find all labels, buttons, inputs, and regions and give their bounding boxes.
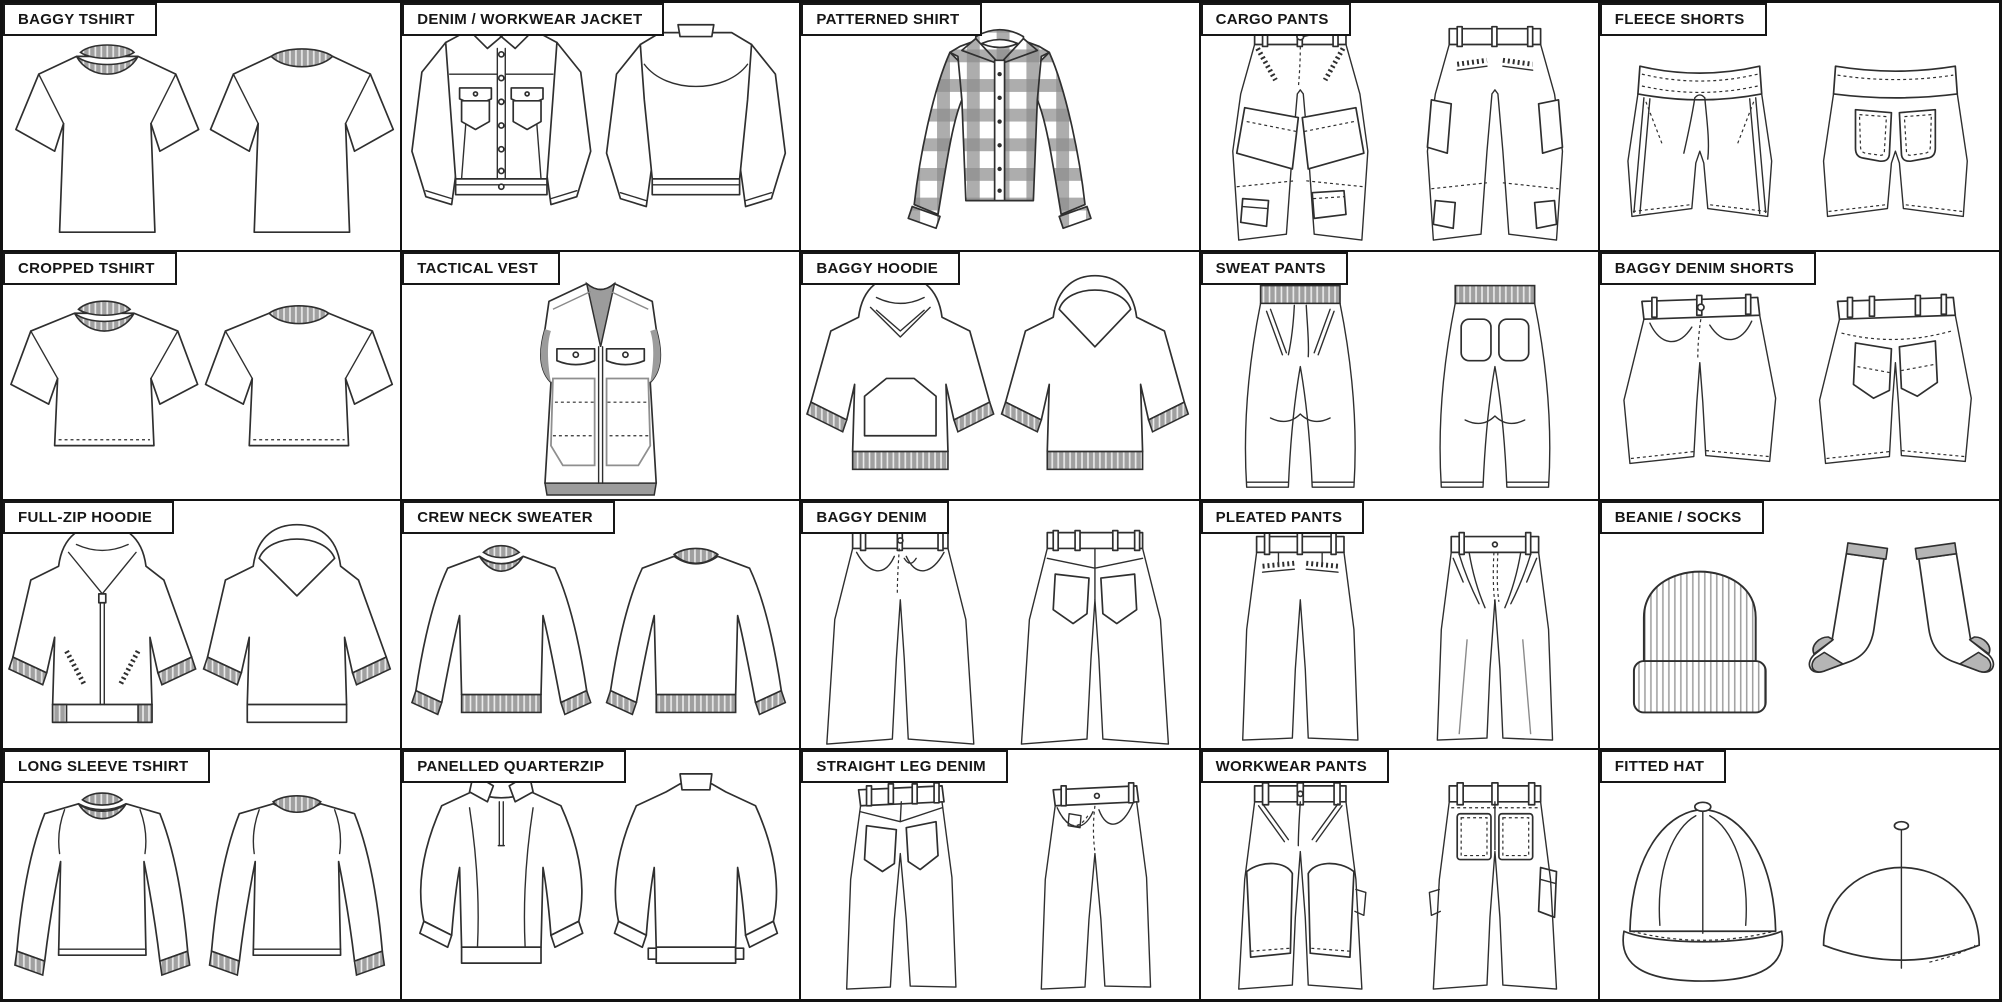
cell-label: PLEATED PANTS	[1215, 509, 1343, 526]
cell-label-box	[801, 3, 981, 36]
fitted-hat-front	[1623, 802, 1782, 981]
sweat-pants-drawing	[1201, 252, 1598, 499]
cell-label: LONG SLEEVE TSHIRT	[18, 758, 189, 775]
patterned-shirt-front	[909, 30, 1092, 229]
cargo-pants-drawing	[1201, 3, 1598, 250]
cell-label: FITTED HAT	[1614, 758, 1705, 775]
panelled-quarterzip-drawing	[402, 750, 799, 999]
cell-label: CREW NECK SWEATER	[417, 509, 593, 526]
baggy-denim-back	[1022, 531, 1169, 744]
cropped-tshirt-front	[11, 301, 198, 445]
sock-right-drawing	[1915, 540, 1994, 679]
workwear-pants-front	[1238, 783, 1365, 989]
cell-label-box	[3, 252, 177, 285]
panelled-quarterzip-back	[615, 774, 778, 963]
fitted-hat-drawing	[1600, 750, 1999, 999]
baggy-denim-drawing	[801, 501, 1198, 748]
straight-leg-denim-drawing	[801, 750, 1198, 999]
baggy-tshirt-drawing	[3, 3, 400, 250]
cargo-pants-front	[1232, 27, 1367, 240]
sweat-pants-back	[1440, 286, 1550, 488]
sock-left-drawing	[1808, 540, 1887, 679]
workwear-pants-back	[1429, 783, 1556, 989]
long-sleeve-tshirt-drawing	[3, 750, 400, 999]
cell-patterned-shirt	[801, 3, 1200, 252]
tactical-vest-front	[541, 284, 661, 495]
cell-label-box	[1600, 501, 1764, 534]
cell-label: TACTICAL VEST	[417, 260, 539, 277]
cell-label-box	[3, 750, 210, 783]
crew-neck-sweater-drawing	[402, 501, 799, 748]
cell-label: DENIM / WORKWEAR JACKET	[417, 11, 643, 28]
cell-label: BAGGY TSHIRT	[18, 11, 135, 28]
cell-label-box	[801, 750, 1008, 783]
cell-label: PATTERNED SHIRT	[816, 11, 960, 28]
cell-crew-neck-sweater	[402, 501, 801, 750]
fleece-shorts-drawing	[1600, 3, 1999, 250]
cell-label-box	[801, 252, 960, 285]
baggy-denim-shorts-drawing	[1600, 252, 1999, 499]
cell-label: FULL-ZIP HOODIE	[18, 509, 153, 526]
cell-label: FLEECE SHORTS	[1614, 11, 1745, 28]
cargo-pants-back	[1427, 27, 1562, 240]
straight-leg-denim-back	[847, 783, 956, 989]
baggy-denim-shorts-back	[1819, 294, 1971, 463]
cropped-tshirt-back	[206, 306, 393, 446]
baggy-hoodie-drawing	[801, 252, 1198, 499]
cell-label-box	[402, 3, 664, 36]
beanie-drawing	[1634, 572, 1766, 713]
panelled-quarterzip-front	[420, 769, 583, 963]
cell-tactical-vest	[402, 252, 801, 501]
patterned-shirt-drawing	[801, 3, 1198, 250]
sweat-pants-front	[1245, 286, 1355, 488]
cropped-tshirt-drawing	[3, 252, 400, 499]
cell-label: CROPPED TSHIRT	[18, 260, 155, 277]
cell-label: WORKWEAR PANTS	[1215, 758, 1368, 775]
denim-jacket-back	[607, 25, 786, 207]
cell-cropped-tshirt	[3, 252, 402, 501]
denim-jacket-drawing	[402, 3, 799, 250]
cell-panelled-quarterzip	[402, 750, 801, 999]
cell-label: STRAIGHT LEG DENIM	[816, 758, 986, 775]
denim-jacket-front	[412, 17, 591, 205]
cell-label-box	[1600, 3, 1767, 36]
full-zip-hoodie-drawing	[3, 501, 400, 748]
cell-label: BAGGY DENIM SHORTS	[1614, 260, 1795, 277]
cell-cargo-pants	[1201, 3, 1600, 252]
cell-denim-workwear-jacket	[402, 3, 801, 252]
pleated-pants-drawing	[1201, 501, 1598, 748]
cell-fitted-hat	[1600, 750, 1999, 999]
full-zip-hoodie-back	[204, 525, 391, 723]
cell-label-box	[3, 3, 157, 36]
cell-baggy-hoodie	[801, 252, 1200, 501]
cell-pleated-pants	[1201, 501, 1600, 750]
cell-baggy-denim	[801, 501, 1200, 750]
cell-full-zip-hoodie	[3, 501, 402, 750]
cell-straight-leg-denim	[801, 750, 1200, 999]
cell-label-box	[1600, 750, 1726, 783]
tactical-vest-drawing	[402, 252, 799, 499]
cell-label: CARGO PANTS	[1215, 11, 1329, 28]
baggy-tshirt-back	[211, 49, 394, 232]
baggy-tshirt-front	[16, 45, 199, 232]
cell-label: PANELLED QUARTERZIP	[417, 758, 605, 775]
cell-long-sleeve-tshirt	[3, 750, 402, 999]
cell-beanie-socks	[1600, 501, 1999, 750]
baggy-denim-shorts-front	[1624, 294, 1776, 463]
cell-baggy-tshirt	[3, 3, 402, 252]
cell-label-box	[801, 501, 949, 534]
workwear-pants-drawing	[1201, 750, 1598, 999]
pleated-pants-back	[1242, 533, 1357, 740]
cell-label-box	[1201, 252, 1348, 285]
fitted-hat-back	[1823, 822, 1979, 968]
crew-neck-sweater-back	[607, 548, 786, 714]
cell-label: SWEAT PANTS	[1215, 260, 1326, 277]
straight-leg-denim-front	[1042, 783, 1151, 989]
baggy-hoodie-front	[807, 276, 994, 470]
cell-label-box	[1201, 750, 1389, 783]
cell-label-box	[402, 501, 615, 534]
baggy-denim-front	[827, 531, 974, 744]
cell-sweat-pants	[1201, 252, 1600, 501]
crew-neck-sweater-front	[412, 546, 591, 715]
cell-workwear-pants	[1201, 750, 1600, 999]
cell-label: BAGGY DENIM	[816, 509, 927, 526]
cell-label-box	[1600, 252, 1816, 285]
long-sleeve-tshirt-back	[210, 796, 385, 975]
cell-label-box	[402, 252, 560, 285]
cell-fleece-shorts	[1600, 3, 1999, 252]
cell-label-box	[1201, 501, 1365, 534]
full-zip-hoodie-front	[9, 525, 196, 723]
cell-label: BEANIE / SOCKS	[1614, 509, 1742, 526]
long-sleeve-tshirt-front	[15, 793, 190, 975]
fleece-shorts-front	[1628, 66, 1772, 216]
baggy-hoodie-back	[1002, 276, 1189, 470]
cell-label-box	[3, 501, 174, 534]
cell-baggy-denim-shorts	[1600, 252, 1999, 501]
cell-label: BAGGY HOODIE	[816, 260, 939, 277]
cell-label-box	[402, 750, 626, 783]
beanie-socks-drawing	[1600, 501, 1999, 748]
fleece-shorts-back	[1823, 66, 1967, 216]
cell-label-box	[1201, 3, 1351, 36]
pleated-pants-front	[1437, 533, 1552, 740]
